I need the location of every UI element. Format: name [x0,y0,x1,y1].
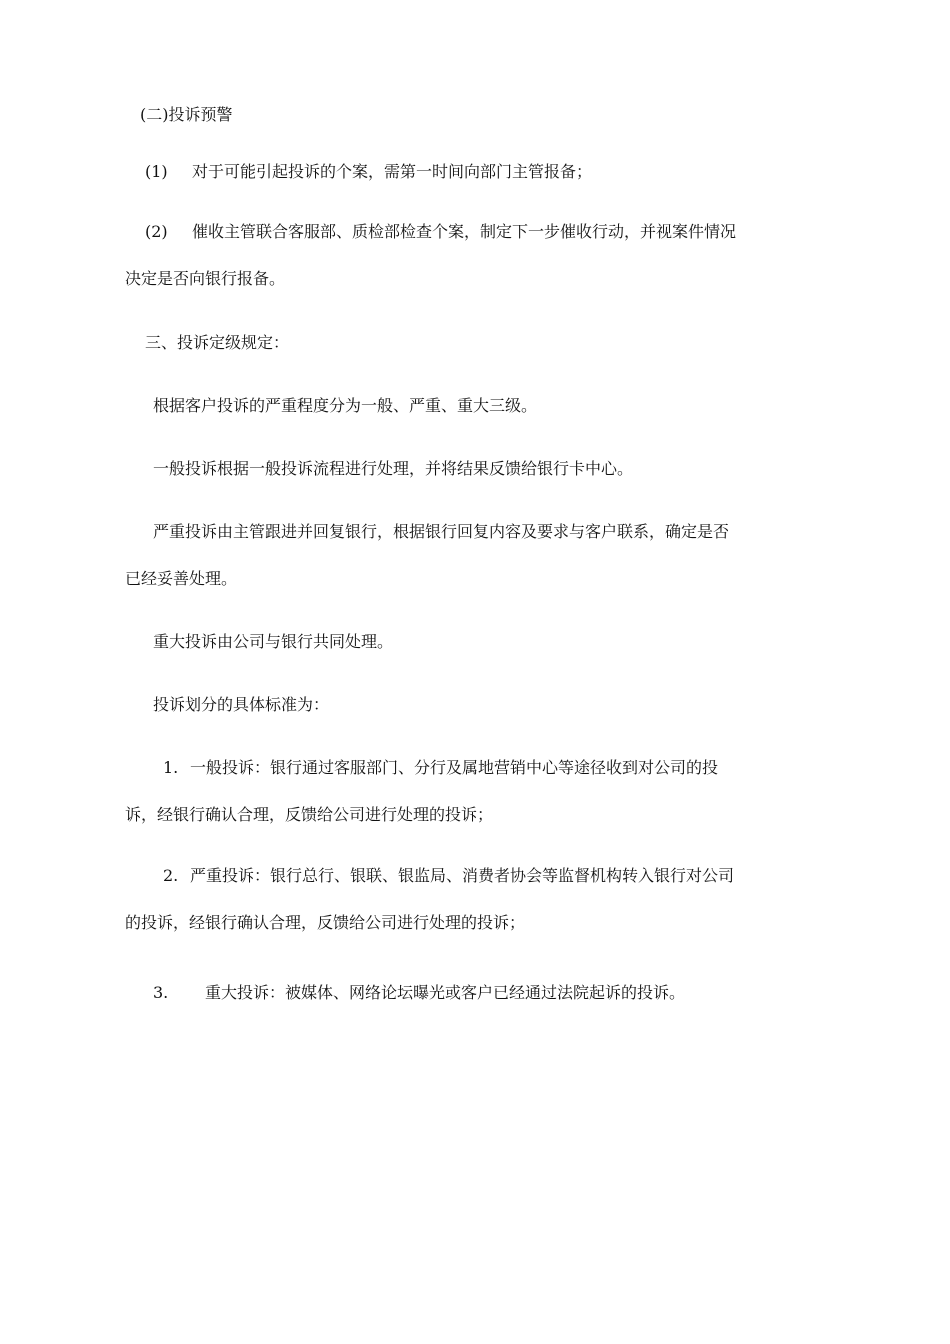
standard-item-3-number: 3. [153,983,169,1002]
warning-item-2-text-continued: 决定是否向银行报备。 [125,269,286,288]
section-heading-complaint-grading: 三、投诉定级规定： [145,333,290,352]
standard-item-2-text-continued: 的投诉，经银行确认合理，反馈给公司进行处理的投诉； [125,913,526,932]
standard-item-1-number: 1. [163,758,179,777]
warning-item-2-number: (2) [145,222,168,241]
warning-item-2-text: 催收主管联合客服部、质检部检查个案，制定下一步催收行动，并视案件情况 [192,222,737,241]
paragraph-standard-intro: 投诉划分的具体标准为： [153,695,330,714]
section-heading-complaint-warning: (二)投诉预警 [140,105,233,124]
paragraph-major-complaint: 重大投诉由公司与银行共同处理。 [153,632,394,651]
standard-item-2-number: 2. [163,866,179,885]
warning-item-1-number: (1) [145,162,168,181]
standard-item-1-text: 一般投诉：银行通过客服部门、分行及属地营销中心等途径收到对公司的投 [190,758,719,777]
paragraph-grading-levels: 根据客户投诉的严重程度分为一般、严重、重大三级。 [153,396,538,415]
paragraph-serious-complaint: 严重投诉由主管跟进并回复银行，根据银行回复内容及要求与客户联系，确定是否 [153,522,730,541]
warning-item-1-text: 对于可能引起投诉的个案，需第一时间向部门主管报备； [192,162,593,181]
standard-item-1-text-continued: 诉，经银行确认合理，反馈给公司进行处理的投诉； [125,805,494,824]
standard-item-3-text: 重大投诉：被媒体、网络论坛曝光或客户已经通过法院起诉的投诉。 [205,983,686,1002]
standard-item-2-text: 严重投诉：银行总行、银联、银监局、消费者协会等监督机构转入银行对公司 [190,866,735,885]
paragraph-serious-complaint-continued: 已经妥善处理。 [125,569,238,588]
paragraph-general-complaint: 一般投诉根据一般投诉流程进行处理，并将结果反馈给银行卡中心。 [153,459,634,478]
